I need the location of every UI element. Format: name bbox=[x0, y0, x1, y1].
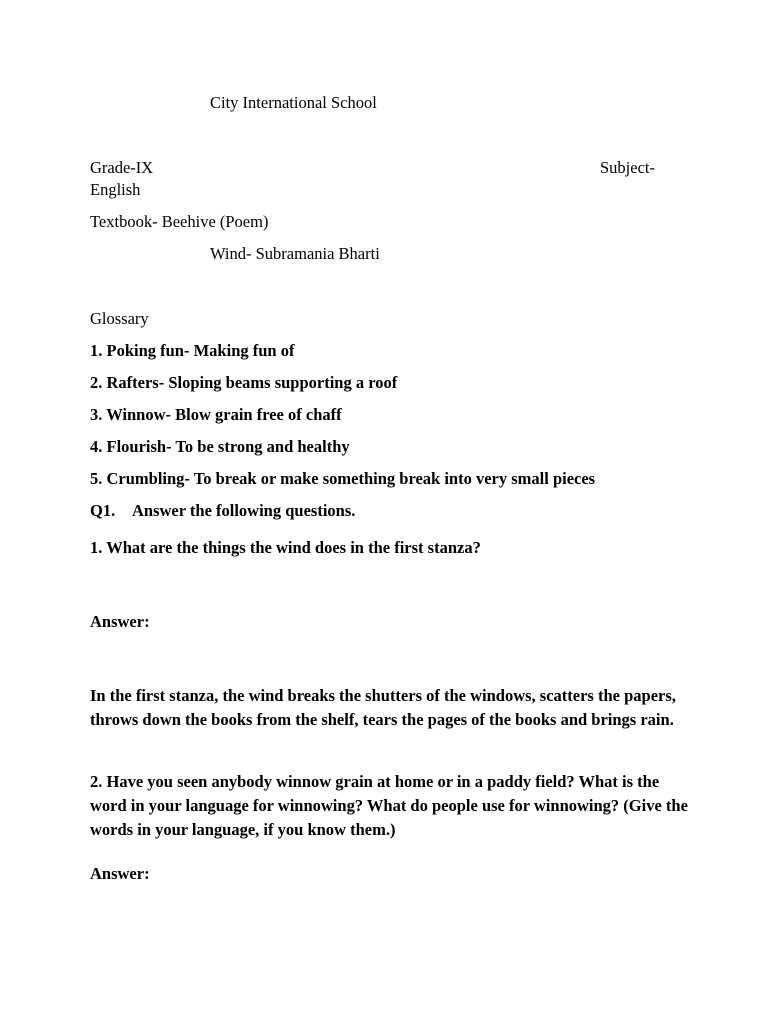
answer-1-label: Answer: bbox=[90, 612, 150, 631]
question-2: 2. Have you seen anybody winnow grain at home or in a paddy field? What is the word in your language for winnowing? What do people use for winnowing? (Give the words in your language, if you know them.) bbox=[90, 772, 688, 839]
answer-2-label: Answer: bbox=[90, 864, 150, 883]
answer-1-text: In the first stanza, the wind breaks the shutters of the windows, scatters the papers, throws down the books from the shelf, tears the pages of the books and brings rain. bbox=[90, 686, 676, 729]
glossary-item: 2. Rafters- Sloping beams supporting a roof bbox=[90, 373, 398, 392]
glossary-item: 5. Crumbling- To break or make something break into very small pieces bbox=[90, 469, 596, 488]
question-1: 1. What are the things the wind does in the first stanza? bbox=[90, 538, 481, 557]
question-set-instruction: Answer the following questions. bbox=[132, 501, 356, 520]
subject-value: English bbox=[90, 180, 141, 199]
subject-label: Subject- bbox=[600, 158, 655, 177]
poem-title: Wind- Subramania Bharti bbox=[210, 244, 380, 263]
glossary-item: 4. Flourish- To be strong and healthy bbox=[90, 437, 350, 456]
grade-label: Grade-IX bbox=[90, 158, 154, 177]
school-name: City International School bbox=[210, 93, 377, 112]
glossary-item: 3. Winnow- Blow grain free of chaff bbox=[90, 405, 342, 424]
glossary-item: 1. Poking fun- Making fun of bbox=[90, 341, 295, 360]
glossary-heading: Glossary bbox=[90, 309, 149, 328]
question-set-label: Q1. bbox=[90, 501, 116, 520]
textbook-label: Textbook- Beehive (Poem) bbox=[90, 212, 269, 231]
